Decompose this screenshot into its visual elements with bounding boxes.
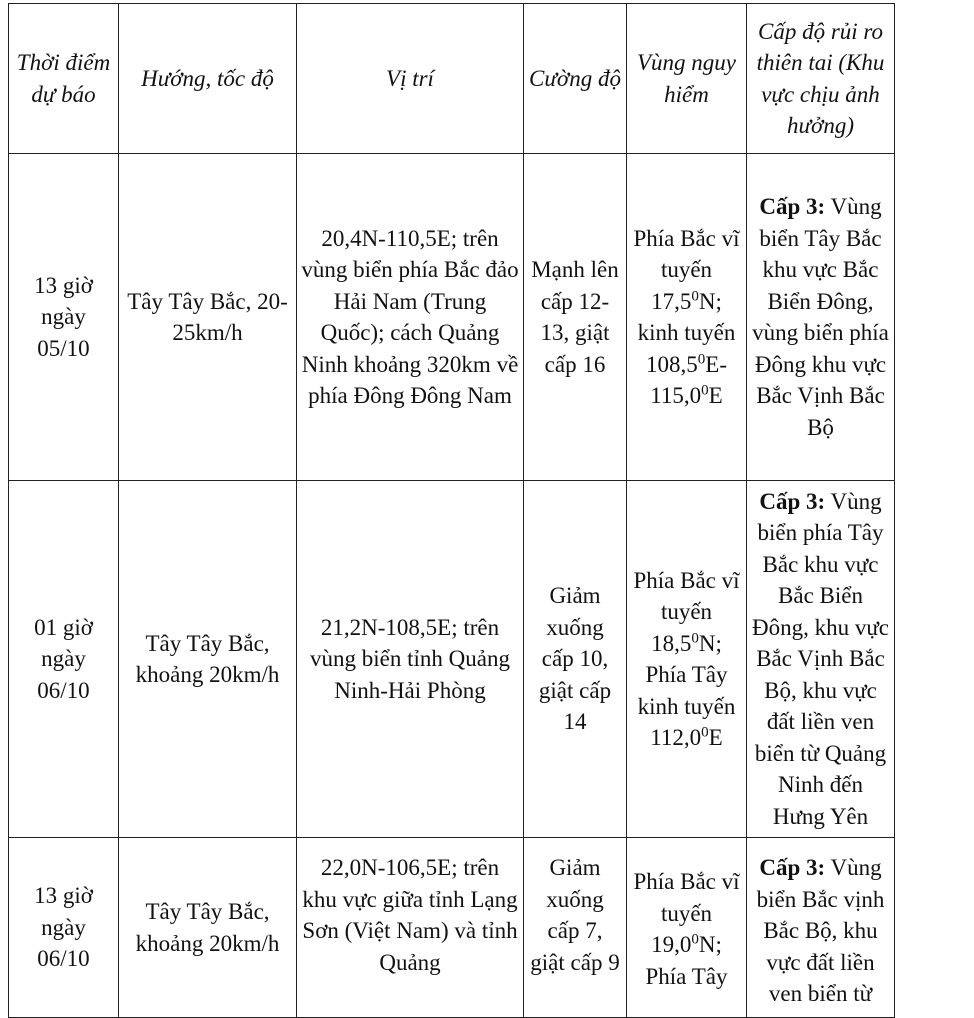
danger-text: Phía Bắc vĩ tuyến 17,5: [633, 225, 740, 314]
header-intensity: Cường độ: [524, 4, 627, 154]
table-row: [9, 838, 895, 1018]
danger-text: N; kinh tuyến 108,5: [637, 288, 736, 377]
cell-danger-zone: [627, 481, 747, 838]
danger-text: E: [708, 383, 723, 408]
header-direction: Hướng, tốc độ: [119, 4, 297, 154]
risk-level-label: Cấp 3:: [759, 488, 826, 514]
cell-risk-level: [747, 838, 895, 1018]
cell-danger-zone: [627, 154, 747, 481]
risk-level-text: Vùng biển Bắc vịnh Bắc Bộ, khu vực đất liền ven biển từ: [756, 855, 885, 1006]
table-row: [9, 154, 895, 481]
header-risk-level: Cấp độ rủi ro thiên tai (Khu vực chịu ảnh hưởng): [747, 4, 895, 154]
risk-level-label: Cấp 3:: [759, 194, 826, 219]
cell-intensity: Giảm xuống cấp 10, giật cấp 14: [524, 481, 627, 838]
storm-forecast-table: [8, 3, 895, 1018]
cell-position: 21,2N-108,5E; trên vùng biển tỉnh Quảng Ninh-Hải Phòng: [297, 481, 524, 838]
header-danger-zone: Vùng nguy hiểm: [627, 4, 747, 154]
cell-intensity: Mạnh lên cấp 12-13, giật cấp 16: [524, 154, 627, 481]
cell-time: 01 giờ ngày 06/10: [9, 481, 119, 838]
cell-time: 13 giờ ngày 06/10: [9, 838, 119, 1018]
cell-position: 22,0N-106,5E; trên khu vực giữa tỉnh Lạng Sơn (Việt Nam) và tỉnh Quảng: [297, 838, 524, 1018]
danger-text: N; Phía Tây: [645, 932, 728, 989]
risk-level-text: Vùng biển Tây Bắc khu vực Bắc Biển Đông, vùng biển phía Đông khu vực Bắc Vịnh Bắc Bộ: [752, 194, 889, 440]
cell-position: 20,4N-110,5E; trên vùng biển phía Bắc đảo Hải Nam (Trung Quốc); cách Quảng Ninh khoảng 320km về phía Đông Đông Nam: [297, 154, 524, 481]
degree-sup: 0: [697, 350, 706, 367]
cell-risk-level: [747, 154, 895, 481]
degree-sup: 0: [691, 287, 699, 304]
cell-risk-level: [747, 481, 895, 838]
cell-intensity: Giảm xuống cấp 7, giật cấp 9: [524, 838, 627, 1018]
cell-direction: Tây Tây Bắc, khoảng 20km/h: [119, 838, 297, 1018]
danger-text: N; Phía Tây kinh tuyến 112,0: [637, 630, 736, 750]
header-time: Thời điểm dự báo: [9, 4, 119, 154]
table-header-row: [9, 4, 895, 154]
cell-direction: Tây Tây Bắc, khoảng 20km/h: [119, 481, 297, 838]
header-position: Vị trí: [297, 4, 524, 154]
risk-level-text: Vùng biển phía Tây Bắc khu vực Bắc Biển Đông, khu vực Bắc Vịnh Bắc Bộ, khu vực đất liền ven biển từ Quảng Ninh đến Hưng Yên: [751, 488, 890, 829]
cell-danger-zone: [627, 838, 747, 1018]
degree-sup: 0: [701, 724, 709, 741]
cell-direction: Tây Tây Bắc, 20-25km/h: [119, 154, 297, 481]
degree-sup: 0: [691, 629, 699, 646]
danger-text: E: [708, 725, 723, 750]
danger-text: Phía Bắc vĩ tuyến 19,0: [633, 869, 740, 957]
danger-text: Phía Bắc vĩ tuyến 18,5: [633, 567, 740, 656]
risk-level-label: Cấp 3:: [759, 855, 826, 880]
degree-sup: 0: [701, 382, 709, 399]
danger-text: E-115,0: [650, 351, 727, 408]
degree-sup: 0: [691, 931, 699, 948]
table-row: [9, 481, 895, 838]
cell-time: 13 giờ ngày 05/10: [9, 154, 119, 481]
